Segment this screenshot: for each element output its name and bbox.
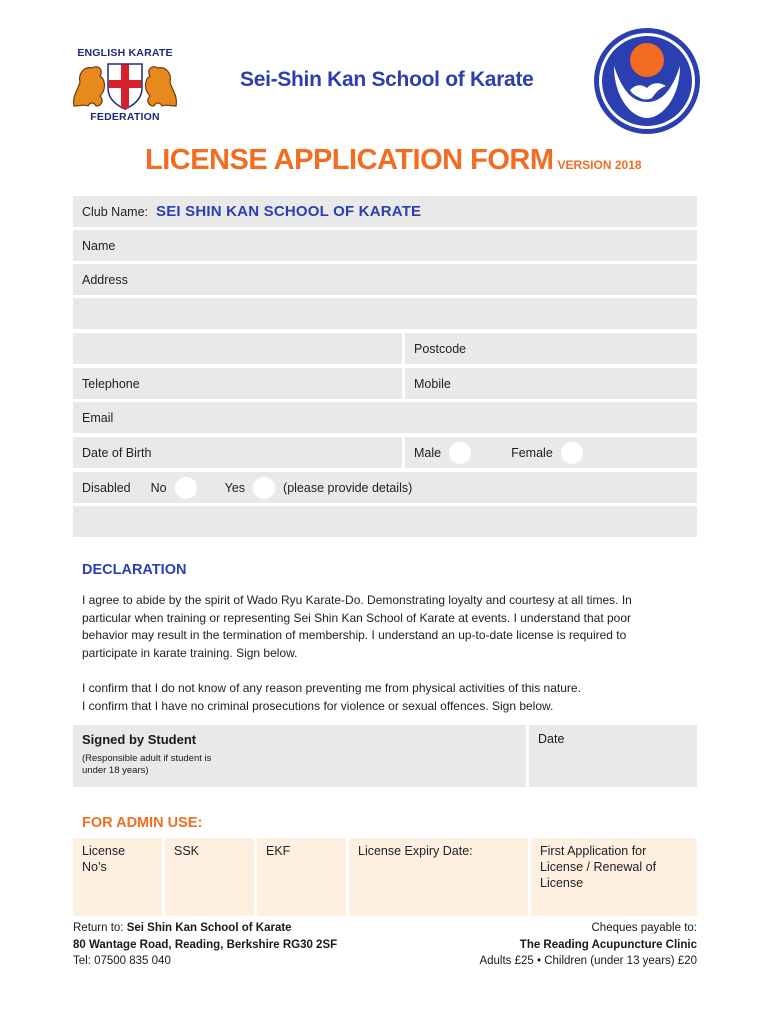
- male-label: Male: [414, 445, 442, 460]
- dob-field[interactable]: [73, 437, 402, 468]
- club-name-label: Club Name:: [82, 204, 148, 219]
- gender-field: [405, 437, 697, 468]
- declaration-paragraph-1: I agree to abide by the spirit of Wado Ryu Karate-Do. Demonstrating loyalty and courtesy at all times. In particular when training or representing Sei Shin Kan School of Karate at events. I understand that poor behavior may result in the termination of membership. I understand an up-to-date license is required to participate in karate training. Sign below.: [82, 593, 632, 660]
- address-row: [73, 264, 697, 295]
- female-label: Female: [511, 445, 553, 460]
- male-radio[interactable]: [449, 442, 471, 464]
- license-no-field[interactable]: [73, 838, 162, 916]
- date-label: Date: [538, 732, 565, 746]
- telephone-field[interactable]: [73, 368, 402, 399]
- license-no-label: License No’s: [82, 844, 126, 874]
- form-version: VERSION 2018: [557, 158, 642, 172]
- payment-info: [479, 920, 697, 970]
- return-name: Sei Shin Kan School of Karate: [126, 922, 292, 934]
- disabled-yes-label: Yes: [224, 480, 246, 495]
- student-signature-field[interactable]: [73, 725, 526, 787]
- female-radio[interactable]: [561, 442, 583, 464]
- first-application-field[interactable]: [531, 838, 697, 916]
- disabled-details-field[interactable]: [73, 506, 697, 537]
- return-prefix: Return to:: [73, 922, 127, 934]
- return-address: [73, 920, 337, 970]
- declaration-line-1: I confirm that I do not know of any reason preventing me from physical activities of this nature.: [82, 681, 581, 695]
- declaration-paragraph-2: [82, 680, 672, 715]
- ekf-label: EKF: [266, 844, 291, 858]
- postcode-row: [73, 333, 697, 364]
- return-telephone: Tel: 07500 835 040: [73, 955, 171, 967]
- ekf-field[interactable]: [257, 838, 346, 916]
- first-application-label: First Application for License / Renewal of License: [540, 844, 657, 890]
- ekf-logo-top-text: ENGLISH KARATE: [77, 47, 173, 59]
- postcode-field[interactable]: [405, 333, 697, 364]
- club-name-field[interactable]: [73, 196, 697, 227]
- disabled-label: Disabled: [82, 480, 131, 495]
- return-line: [73, 920, 337, 937]
- declaration-heading: DECLARATION: [82, 562, 187, 578]
- phone-row: [73, 368, 697, 399]
- disabled-no-radio[interactable]: [175, 477, 197, 499]
- disabled-details-label: (please provide details): [283, 480, 413, 495]
- ssk-field[interactable]: [165, 838, 254, 916]
- admin-row: [73, 838, 697, 916]
- club-name-value: SEI SHIN KAN SCHOOL OF KARATE: [156, 203, 422, 220]
- club-name-row: [73, 196, 697, 227]
- payee-name: The Reading Acupuncture Clinic: [519, 938, 697, 951]
- responsible-adult-note: (Responsible adult if student is under 18 years): [82, 753, 212, 776]
- email-label: Email: [82, 410, 114, 425]
- address-line-2-row: [73, 298, 697, 329]
- dob-label: Date of Birth: [82, 445, 152, 460]
- signature-date-field[interactable]: [529, 725, 697, 787]
- mobile-field[interactable]: [405, 368, 697, 399]
- fees-text: Adults £25 • Children (under 13 years) £20: [479, 955, 697, 967]
- address-line-3-field[interactable]: [73, 333, 402, 364]
- disabled-no-label: No: [150, 480, 167, 495]
- ekf-crest-icon: [70, 60, 180, 110]
- telephone-label: Telephone: [82, 376, 140, 391]
- ssk-label: SSK: [174, 844, 200, 858]
- cheques-payable-label: Cheques payable to:: [591, 922, 697, 934]
- disabled-yes-radio[interactable]: [253, 477, 275, 499]
- ekf-logo-bottom-text: FEDERATION: [90, 111, 160, 123]
- address-field[interactable]: [73, 264, 697, 295]
- school-title: Sei-Shin Kan School of Karate: [240, 68, 534, 91]
- mobile-label: Mobile: [414, 376, 451, 391]
- address-line-2-field[interactable]: [73, 298, 697, 329]
- form-title-main: LICENSE APPLICATION FORM: [145, 144, 554, 176]
- address-label: Address: [82, 272, 128, 287]
- name-field[interactable]: [73, 230, 697, 261]
- form-title: [145, 144, 642, 177]
- disabled-row: [73, 472, 697, 503]
- license-expiry-field[interactable]: [349, 838, 528, 916]
- name-label: Name: [82, 238, 116, 253]
- return-street-address: 80 Wantage Road, Reading, Berkshire RG30 2SF: [73, 938, 338, 951]
- club-logo-icon: [592, 26, 702, 136]
- name-row: [73, 230, 697, 261]
- signed-by-student-label: Signed by Student: [82, 732, 197, 747]
- email-field[interactable]: [73, 402, 697, 433]
- disabled-field: [73, 472, 697, 503]
- email-row: [73, 402, 697, 433]
- disabled-details-row: [73, 506, 697, 537]
- license-expiry-label: License Expiry Date:: [358, 844, 473, 858]
- declaration-line-2: I confirm that I have no criminal prosecutions for violence or sexual offences. Sign below.: [82, 698, 554, 713]
- admin-heading: FOR ADMIN USE:: [82, 815, 203, 831]
- ekf-logo: [66, 46, 184, 124]
- signature-row: [73, 725, 697, 787]
- dob-gender-row: [73, 437, 697, 468]
- postcode-label: Postcode: [414, 341, 467, 356]
